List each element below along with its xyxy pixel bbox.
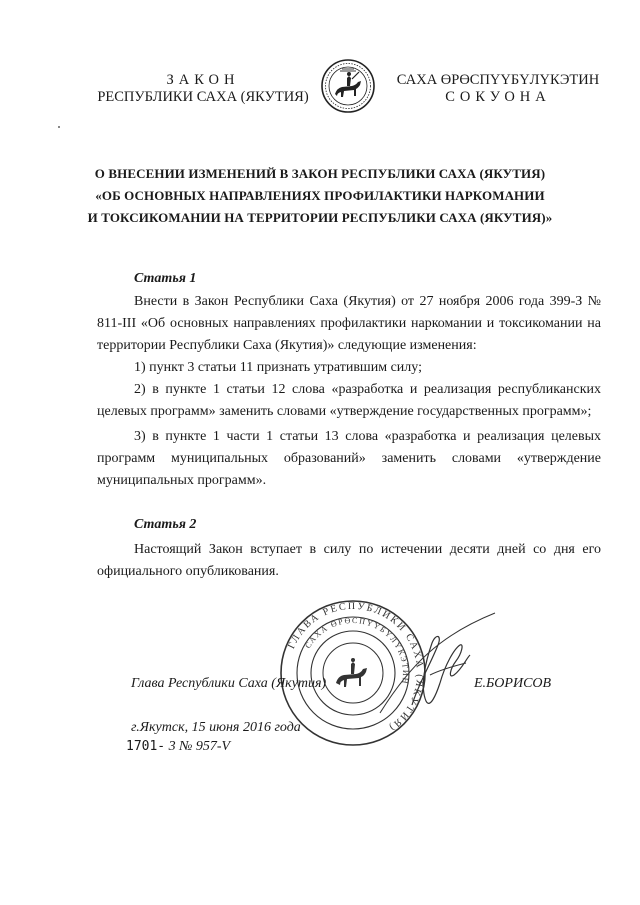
article-2-text: Настоящий Закон вступает в силу по истечении десяти дней со дня его официального опубликования.	[97, 542, 601, 579]
place-and-date: г.Якутск, 15 июня 2016 года	[131, 720, 301, 735]
reg-number-prefix: 1701-	[126, 739, 166, 754]
title-line-1: О ВНЕСЕНИИ ИЗМЕНЕНИЙ В ЗАКОН РЕСПУБЛИКИ САХА (ЯКУТИЯ)	[94, 166, 546, 181]
reg-number-suffix: 3 № 957-V	[168, 739, 231, 754]
article-2-heading: Статья 2	[134, 517, 197, 532]
header-left	[92, 72, 314, 106]
coat-of-arms-icon	[318, 58, 378, 114]
signatory-name: Е.БОРИСОВ	[474, 676, 552, 691]
article-1-heading: Статья 1	[134, 271, 197, 286]
article-1-item-2: 2) в пункте 1 статьи 12 слова «разработка и реализация республиканских целевых программ» заменить словами «утверждение государственных программ»;	[97, 382, 601, 419]
signatory-title: Глава Республики Саха (Якутия)	[131, 676, 327, 691]
republic-name-sah: САХА ӨРӨСПҮҮБҮЛҮКЭТИН	[396, 72, 600, 88]
article-1-item-1: 1) пункт 3 статьи 11 признать утратившим силу;	[134, 360, 422, 375]
svg-text:ГЛАВА РЕСПУБЛИКИ САХА (ЯКУТИЯ): ГЛАВА РЕСПУБЛИКИ САХА (ЯКУТИЯ)	[286, 600, 426, 734]
header-right	[382, 72, 614, 106]
registration-number	[126, 739, 230, 755]
republic-name-ru: РЕСПУБЛИКИ САХА (ЯКУТИЯ)	[97, 89, 309, 105]
title-line-2: «ОБ ОСНОВНЫХ НАПРАВЛЕНИЯХ ПРОФИЛАКТИКИ НАРКОМАНИИ	[95, 188, 545, 203]
title-line-3: И ТОКСИКОМАНИИ НА ТЕРРИТОРИИ РЕСПУБЛИКИ САХА (ЯКУТИЯ)»	[87, 210, 553, 225]
law-label-ru: ЗАКОН	[166, 72, 240, 88]
svg-text:САХА ӨРӨСПҮҮБҮЛҮКЭТИН: САХА ӨРӨСПҮҮБҮЛҮКЭТИН	[303, 615, 411, 686]
law-label-sah: СОКУОНА	[445, 89, 551, 105]
article-1-intro: Внести в Закон Республики Саха (Якутия) от 27 ноября 2006 года 399-З № 811-III «Об основных направлениях профилактики наркомании и токсикомании на территории Республики Саха (Якутия)» следующие изменения:	[97, 294, 601, 353]
handwritten-signature	[370, 605, 510, 725]
article-1-item-3: 3) в пункте 1 части 1 статьи 13 слова «разработка и реализация целевых программ муниципальных образований» заменить словами «утверждение муниципальных программ».	[97, 429, 601, 488]
document-title	[0, 163, 640, 229]
margin-mark	[58, 126, 60, 128]
